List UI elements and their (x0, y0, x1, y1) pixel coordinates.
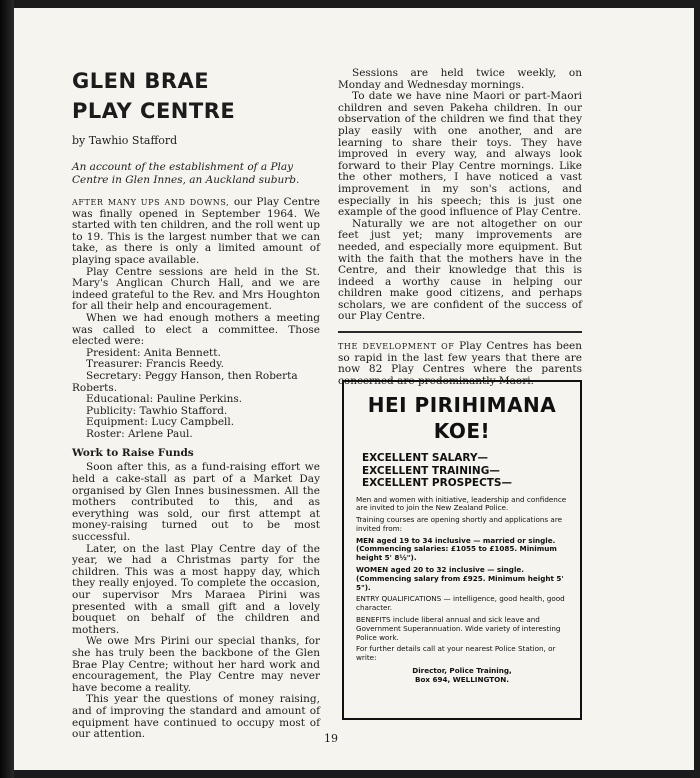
section-subheading: Work to Raise Funds (72, 447, 194, 460)
right-column (338, 68, 582, 387)
paragraph-7: This year the questions of money raising, and of improving the standard and amount of equipment have continued to occupy most of our attention. (72, 693, 320, 741)
committee-list (72, 348, 320, 441)
paragraph-3: When we had enough mothers a meeting was called to elect a committee. Those elected were: (72, 311, 320, 348)
lead-in-smallcaps: AFTER MANY UPS AND DOWNS, (72, 198, 230, 207)
section-divider (338, 331, 582, 333)
note-lead-smallcaps: THE DEVELOPMENT OF (338, 342, 455, 352)
paragraph-4: Soon after this, as a fund-raising effort we held a cake-stall as part of a Market Day organised by Glen Innes businessmen. All the mothers contributed to this, and as everything was sold, our first attempt at money-raising turned out to be most successful. (72, 461, 320, 544)
ad-contact-line-2: Box 694, WELLINGTON. (414, 675, 509, 685)
ad-entry-qualifications: ENTRY QUALIFICATIONS — intelligence, good health, good character. (356, 594, 565, 613)
perk-training: EXCELLENT TRAINING— (362, 464, 500, 477)
paragraph-1-text: our Play Centre was finally opened in September 1964. We started with ten children, and the roll went up to 19. This is the largest number that we can take, as there is only a limited amount of playing space available. (72, 196, 320, 266)
ad-further-details: For further details call at your nearest Police Station, or write: (356, 644, 556, 663)
ad-benefits: BENEFITS include liberal annual and sick leave and Government Superannuation. Wide variety of interesting Police work. (356, 615, 561, 642)
ad-contact-address (344, 666, 580, 684)
officer-publicity: Publicity: Tawhio Stafford. (86, 404, 228, 417)
ad-men-requirements: MEN aged 19 to 34 inclusive — married or single. (Commencing salaries: £1055 to £1085. Minimum height 5' 8½"). (356, 535, 557, 563)
officer-president: President: Anita Bennett. (86, 346, 221, 359)
paragraph-1 (72, 197, 320, 267)
ad-headline-line-2: KOE! (433, 419, 491, 443)
officer-treasurer: Treasurer: Francis Reedy. (86, 358, 224, 371)
perk-prospects: EXCELLENT PROSPECTS— (362, 477, 512, 489)
left-column (72, 66, 320, 741)
note-text: Play Centres has been so rapid in the last few years that there are now 82 Play Centres where the parents concerned are predominantly Maori. (338, 340, 583, 387)
officer-secretary: Secretary: Peggy Hanson, then Roberta Roberts. (72, 369, 298, 394)
byline: by Tawhio Stafford (72, 134, 178, 147)
officer-equipment: Equipment: Lucy Campbell. (86, 416, 235, 429)
paragraph-10: Naturally we are not altogether on our feet just yet; many improvements are needed, and especially more equipment. But with the faith that the mothers have in the Centre, and their knowledge that this is indeed a worthy cause in helping our children make good citizens, and perhaps scholars, we are confident of the success of our Play Centre. (338, 217, 582, 323)
officer-roster: Roster: Arlene Paul. (86, 427, 193, 440)
page-number: 19 (324, 732, 338, 745)
article-intro: An account of the establishment of a Play Centre in Glen Innes, an Auckland suburb. (72, 161, 300, 186)
title-line-1: GLEN BRAE (72, 69, 210, 93)
ad-training-courses: Training courses are opening shortly and applications are invited from: (356, 515, 563, 533)
article-title (72, 66, 320, 126)
paragraph-2: Play Centre sessions are held in the St. Mary's Anglican Church Hall, and we are indeed grateful to the Rev. and Mrs Houghton for all their help and encouragement. (72, 265, 320, 313)
officer-educational: Educational: Pauline Perkins. (86, 393, 243, 406)
title-line-2: PLAY CENTRE (72, 99, 236, 123)
ad-headline-line-1: HEI PIRIHIMANA (367, 393, 557, 417)
paragraph-5: Later, on the last Play Centre day of the year, we had a Christmas party for the children. This was a most happy day, which they really enjoyed. To complete the occasion, our supervisor Mrs Maraea Pirini was presented with a small gift and a lovely bouquet on behalf of the children and mothers. (72, 542, 320, 636)
ad-invitation: Men and women with initiative, leadership and confidence are invited to join the New Zealand Police. (356, 494, 567, 513)
ad-contact-line-1: Director, Police Training, (412, 666, 512, 676)
perk-salary: EXCELLENT SALARY— (362, 452, 489, 464)
book-spine (0, 0, 14, 778)
paragraph-8: Sessions are held twice weekly, on Monday and Wednesday mornings. (338, 67, 582, 91)
paragraph-6: We owe Mrs Pirini our special thanks, for she has truly been the backbone of the Glen Brae Play Centre; without her hard work and encouragement, the Play Centre may never have become a reality. (72, 635, 320, 694)
police-recruitment-ad (342, 380, 582, 720)
ad-women-requirements: WOMEN aged 20 to 32 inclusive — single. (Commencing salary from £925. Minimum height 5' 5"). (356, 565, 564, 592)
magazine-page (14, 8, 694, 770)
paragraph-9: To date we have nine Maori or part-Maori children and seven Pakeha children. In our observation of the children we find that they play easily with one another, and are learning to share their toys. They have improved in every way, and always look forward to their Play Centre mornings. Like the other mothers, I have noticed a vast improvement in my son's actions, and especially in his speech; this is just one example of the good influence of Play Centre. (338, 90, 582, 219)
ad-perks-list (362, 452, 580, 490)
